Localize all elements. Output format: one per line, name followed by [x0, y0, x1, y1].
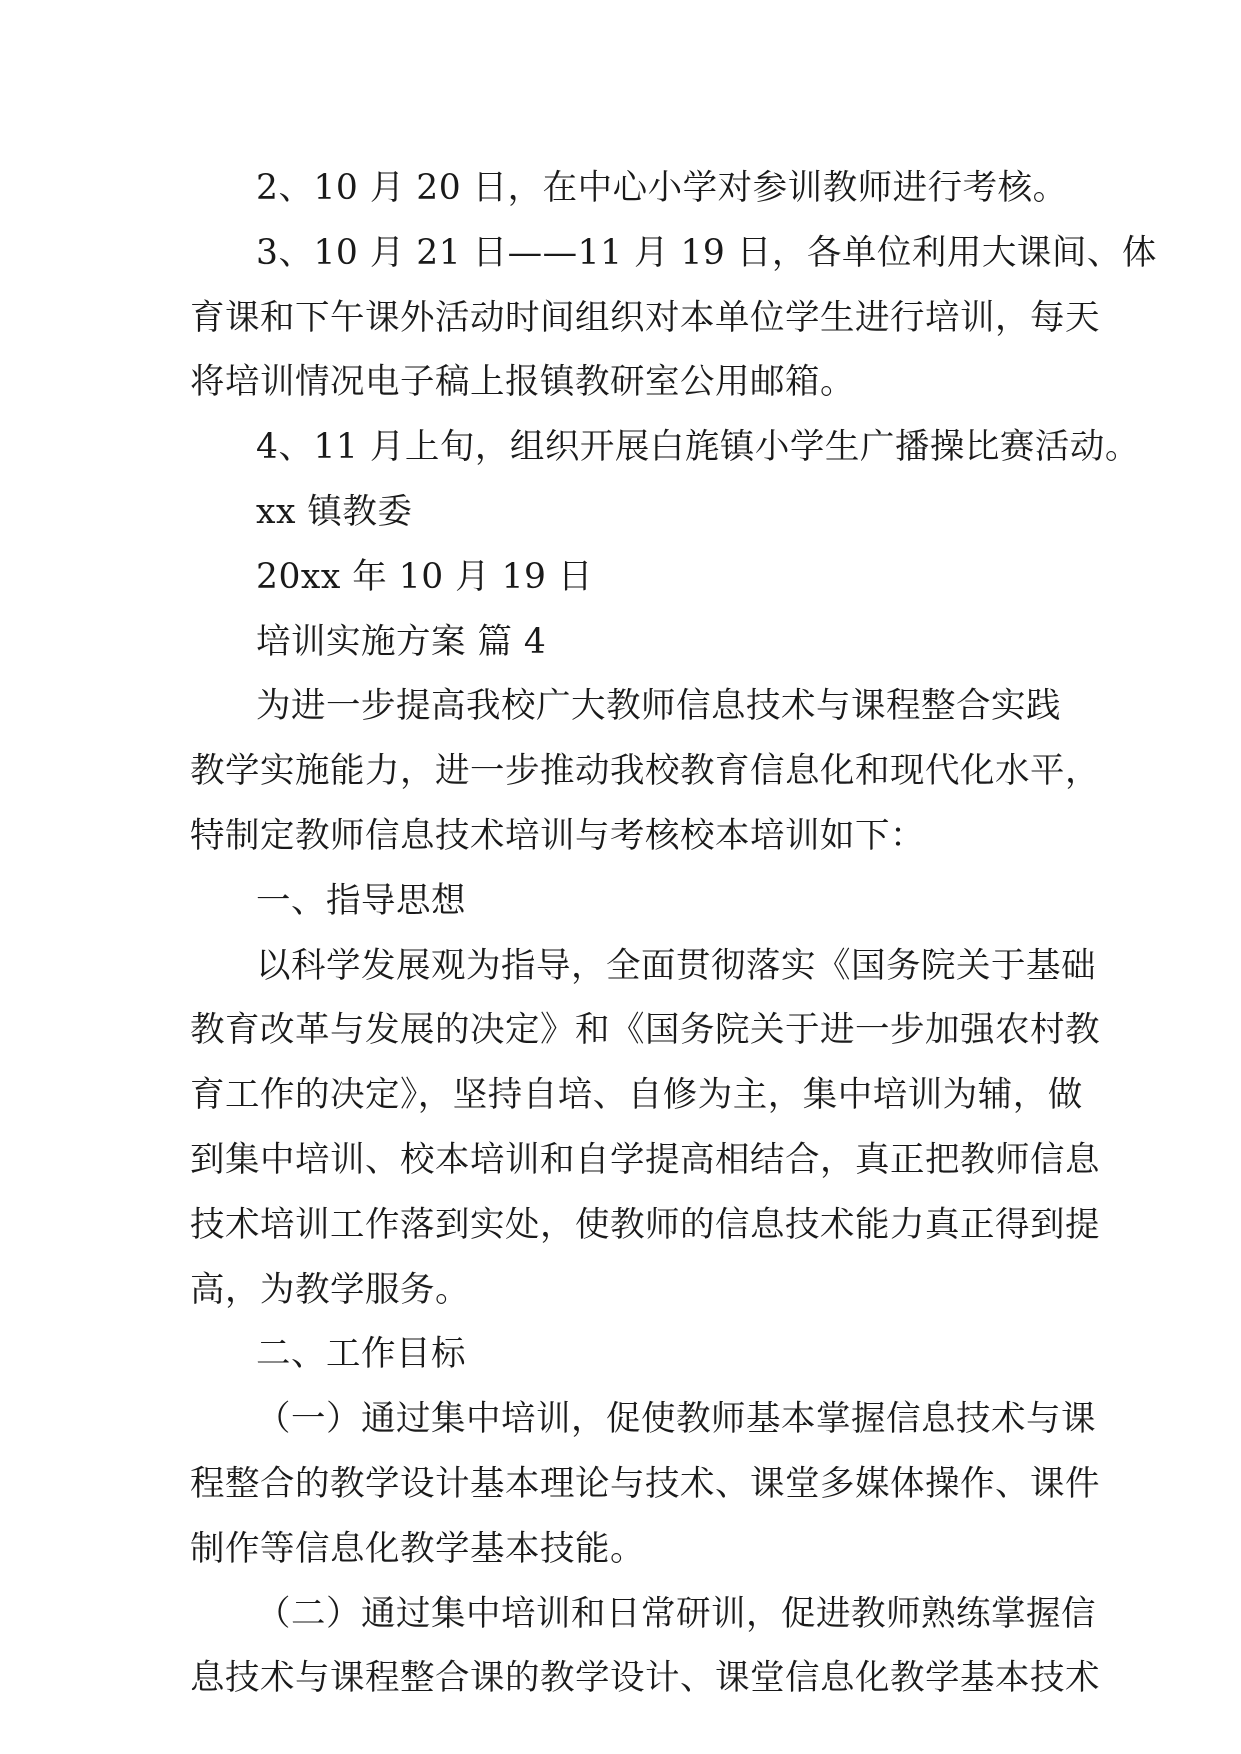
section-title: 培训实施方案 篇 4 [256, 621, 547, 662]
text-line: 教学实施能力，进一步推动我校教育信息化和现代化水平， [190, 751, 1100, 792]
text-line: 特制定教师信息技术培训与考核校本培训如下： [190, 815, 925, 856]
heading-guiding-ideology: 一、指导思想 [256, 880, 466, 921]
text-line: 将培训情况电子稿上报镇教研室公用邮箱。 [190, 362, 855, 403]
text-line: 为进一步提高我校广大教师信息技术与课程整合实践 [256, 686, 1061, 727]
signature-org: xx 镇教委 [256, 491, 413, 532]
document-body [190, 156, 1157, 1711]
signature-date: 20xx 年 10 月 19 日 [256, 556, 593, 597]
text-line: 技术培训工作落到实处，使教师的信息技术能力真正得到提 [190, 1204, 1100, 1245]
text-line: 2、10 月 20 日，在中心小学对参训教师进行考核。 [256, 168, 1068, 208]
text-line: 息技术与课程整合课的教学设计、课堂信息化教学基本技术 [190, 1658, 1100, 1699]
text-line: 4、11 月上旬，组织开展白旄镇小学生广播操比赛活动。 [256, 427, 1140, 468]
text-line: （二）通过集中培训和日常研训，促进教师熟练掌握信 [256, 1593, 1096, 1634]
text-line: 3、10 月 21 日——11 月 19 日，各单位利用大课间、体 [256, 232, 1157, 273]
text-line: 程整合的教学设计基本理论与技术、课堂多媒体操作、课件 [190, 1463, 1100, 1504]
text-line: 育工作的决定》，坚持自培、自修为主，集中培训为辅，做 [190, 1075, 1083, 1116]
text-line: 以科学发展观为指导，全面贯彻落实《国务院关于基础 [256, 945, 1096, 986]
text-line: 制作等信息化教学基本技能。 [190, 1528, 645, 1569]
heading-work-goals: 二、工作目标 [256, 1334, 466, 1375]
text-line: 高，为教学服务。 [190, 1269, 470, 1310]
text-line: 教育改革与发展的决定》和《国务院关于进一步加强农村教 [190, 1010, 1100, 1051]
text-line: （一）通过集中培训，促使教师基本掌握信息技术与课 [256, 1399, 1096, 1440]
text-line: 育课和下午课外活动时间组织对本单位学生进行培训，每天 [190, 297, 1100, 338]
text-line: 到集中培训、校本培训和自学提高相结合，真正把教师信息 [190, 1139, 1100, 1180]
